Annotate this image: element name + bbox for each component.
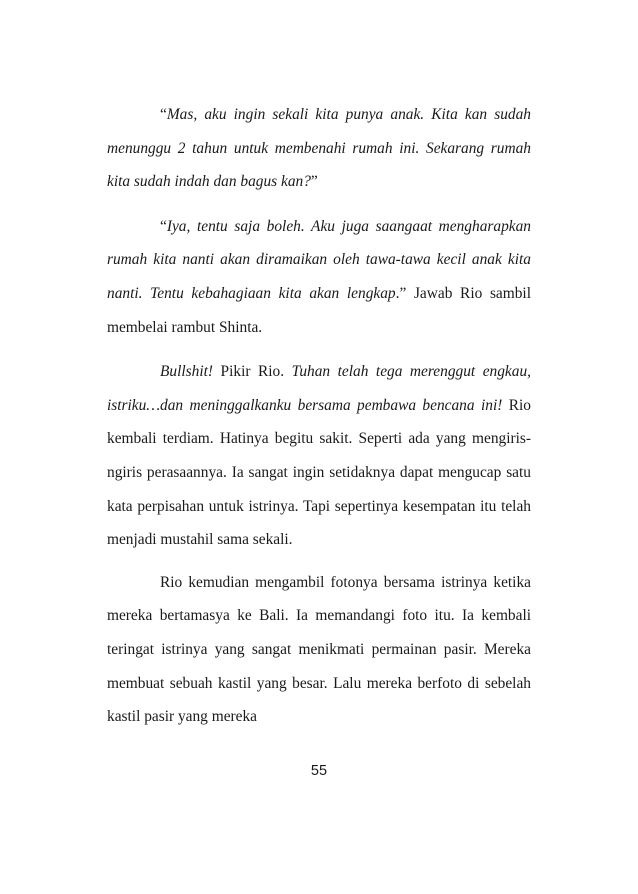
paragraph: Bullshit! Pikir Rio. Tuhan telah tega merenggut engkau, istriku…dan meninggalkanku bersama pembawa bencana ini! Rio kembali terdiam. Hatinya begitu sakit. Seperti ada yang mengiris-ngiris perasaannya. Ia sangat ingin setidaknya dapat mengucap satu kata perpisahan untuk istrinya. Tapi sepertinya kesempatan itu telah menjadi mustahil sama sekali. <box>107 363 532 549</box>
paragraph: “Mas, aku ingin sekali kita punya anak. Kita kan sudah menunggu 2 tahun untuk membenahi rumah ini. Sekarang rumah kita sudah indah dan bagus kan?” <box>107 106 531 191</box>
paragraph: “Iya, tentu saja boleh. Aku juga saangaat mengharapkan rumah kita nanti akan diramaikan oleh tawa-tawa kecil anak kita nanti. Tentu kebahagiaan kita akan lengkap.” Jawab Rio sambil membelai rambut Shinta. <box>107 217 531 336</box>
paragraph: Rio kemudian mengambil fotonya bersama istrinya ketika mereka bertamasya ke Bali. Ia memandangi foto itu. Ia kembali teringat istrinya yang sangat menikmati permainan pasir. Mereka membuat sebuah kastil yang besar. Lalu mereka berfoto di sebelah kastil pasir yang mereka <box>107 573 531 726</box>
thought-italic: Bullshit! <box>160 363 214 381</box>
dialogue-italic: Iya, tentu saja boleh. Aku juga saangaat mengharapkan rumah kita nanti akan diramaikan oleh tawa-tawa kecil anak kita nanti. Tentu kebahagiaan kita akan lengkap <box>107 217 531 302</box>
dialogue-italic: Mas, aku ingin sekali kita punya anak. Kita kan sudah menunggu 2 tahun untuk membenahi rumah ini. Sekarang rumah kita sudah indah dan bagus kan? <box>107 106 531 191</box>
page-number: 55 <box>310 763 328 779</box>
body-text <box>107 98 531 734</box>
thought-italic: Tuhan telah tega merenggut engkau, istriku…dan meninggalkanku bersama pembawa bencana ini! <box>107 363 532 414</box>
